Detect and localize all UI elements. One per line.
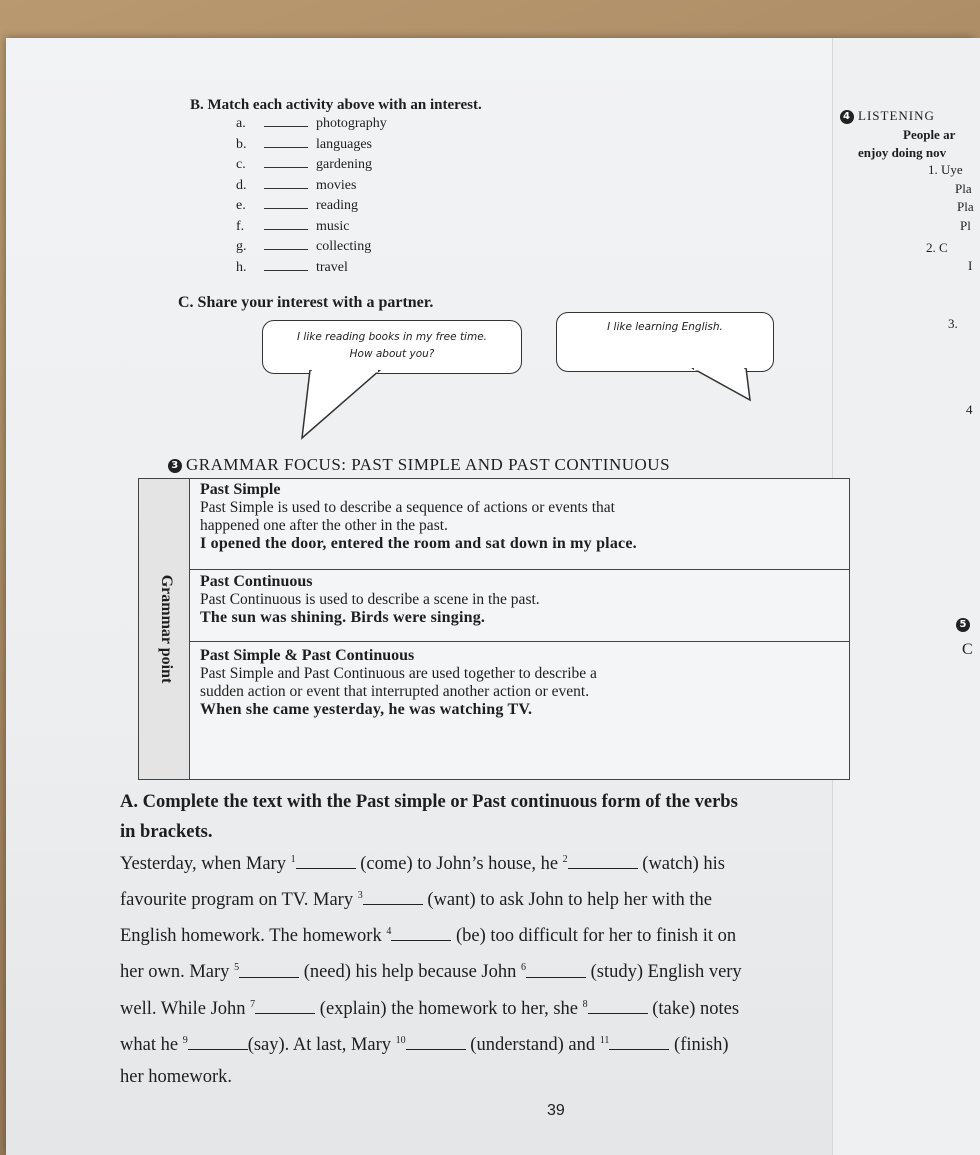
text-segment: well. While John: [120, 998, 246, 1019]
gap-number: 11: [599, 1034, 610, 1046]
right-line-1: People ar: [903, 127, 956, 142]
match-letter: f.: [236, 218, 245, 234]
text-segment: (finish): [674, 1034, 729, 1055]
match-letter: d.: [236, 177, 247, 193]
grammar-row-past-continuous: [190, 573, 849, 627]
right-section-5: [956, 616, 974, 632]
gap-number: 10: [395, 1034, 406, 1046]
past-continuous-example: The sun was shining. Birds were singing.: [200, 609, 486, 626]
section-b-title: B. Match each activity above with an interest.: [190, 97, 482, 113]
past-simple-heading: Past Simple: [200, 481, 281, 498]
gap-number: 2: [562, 854, 568, 865]
speech-bubble-left: [262, 320, 522, 374]
match-word: languages: [316, 136, 372, 152]
match-answer-blank[interactable]: [264, 207, 308, 209]
match-item: [236, 137, 372, 153]
match-answer-blank[interactable]: [264, 248, 308, 250]
bubble-left-line2: How about you?: [349, 348, 435, 360]
right-section-5-letter: C: [962, 641, 973, 658]
right-q1b: Pla: [957, 199, 974, 214]
right-q1a: Pla: [955, 181, 972, 196]
combined-heading: Past Simple & Past Continuous: [200, 647, 415, 664]
right-q2: 2. C: [926, 240, 948, 255]
right-q2a: I: [968, 258, 973, 273]
match-item: [236, 178, 356, 194]
match-word: movies: [316, 177, 357, 193]
past-simple-example: I opened the door, entered the room and sat down in my place.: [200, 535, 637, 552]
text-segment: (watch) his: [642, 854, 725, 875]
grammar-row-combined: [190, 647, 849, 719]
grammar-side-bar: [139, 479, 190, 779]
exercise-a-title-1: A. Complete the text with the Past simple or Past continuous form of the verbs: [120, 792, 738, 812]
text-segment: (need) his help because John: [303, 962, 517, 983]
answer-blank-7[interactable]: [255, 1012, 315, 1014]
answer-blank-4[interactable]: [391, 939, 451, 941]
combined-example: When she came yesterday, he was watching TV.: [200, 701, 533, 718]
right-line-2: enjoy doing nov: [858, 145, 947, 160]
answer-blank-10[interactable]: [406, 1048, 466, 1050]
grammar-number: 3: [168, 459, 182, 473]
match-answer-blank[interactable]: [264, 269, 308, 271]
bubble-right-tail: [690, 368, 760, 402]
grammar-side-label: Grammar point: [158, 574, 175, 684]
speech-bubble-right: [556, 312, 774, 372]
grammar-row-past-simple: [190, 481, 849, 553]
page-number: 39: [547, 1102, 565, 1119]
answer-blank-2[interactable]: [568, 867, 638, 869]
gap-number: 8: [582, 998, 588, 1010]
answer-blank-3[interactable]: [363, 903, 423, 905]
grammar-box: [138, 478, 850, 780]
text-segment: (be) too difficult for her to finish it on: [455, 926, 737, 947]
bubble-right-text: I like learning English.: [607, 321, 723, 333]
text-segment: (come) to John’s house, he: [360, 854, 559, 875]
gap-number: 7: [250, 998, 256, 1010]
text-segment: Yesterday, when Mary: [120, 854, 286, 875]
listening-heading: [840, 108, 935, 124]
gap-number: 1: [290, 854, 296, 865]
answer-blank-11[interactable]: [609, 1048, 669, 1050]
match-word: music: [316, 218, 350, 234]
match-letter: g.: [236, 239, 247, 254]
answer-blank-5[interactable]: [239, 976, 299, 978]
text-segment: English homework. The homework: [120, 926, 382, 947]
match-letter: c.: [236, 157, 246, 172]
bubble-left-line1: I like reading books in my free time.: [296, 331, 488, 343]
match-item: [236, 157, 372, 173]
bubble-left-tail: [300, 370, 390, 440]
match-item: [236, 116, 387, 132]
grammar-divider: [190, 569, 849, 570]
grammar-heading: [168, 455, 670, 475]
right-q3: 3.: [948, 316, 958, 331]
combined-line2: sudden action or event that interrupted another action or event.: [200, 683, 590, 700]
answer-blank-9[interactable]: [188, 1048, 248, 1050]
section-5-number: 5: [956, 618, 970, 632]
answer-blank-6[interactable]: [526, 976, 586, 978]
match-item: [236, 260, 348, 276]
text-segment: (explain) the homework to her, she: [319, 998, 578, 1019]
section-c-title: C. Share your interest with a partner.: [178, 294, 434, 311]
match-word: photography: [316, 116, 387, 131]
match-letter: e.: [236, 198, 246, 213]
match-answer-blank[interactable]: [264, 228, 308, 230]
match-item: [236, 239, 371, 255]
text-segment: her homework.: [120, 1066, 232, 1087]
match-answer-blank[interactable]: [264, 146, 308, 148]
right-q1c: Pl: [960, 218, 971, 233]
match-item: [236, 219, 349, 235]
past-continuous-heading: Past Continuous: [200, 573, 313, 590]
past-simple-line2: happened one after the other in the past.: [200, 517, 448, 534]
match-item: [236, 198, 358, 214]
listening-title: LISTENING: [858, 108, 935, 123]
right-q4: 4: [966, 402, 973, 417]
grammar-divider: [190, 641, 849, 642]
text-segment: (take) notes: [652, 998, 740, 1019]
match-word: travel: [316, 259, 348, 275]
match-answer-blank[interactable]: [264, 187, 308, 189]
match-word: collecting: [316, 239, 372, 254]
match-letter: h.: [236, 259, 247, 275]
match-word: gardening: [316, 157, 372, 172]
exercise-a-text: [120, 844, 950, 1093]
exercise-a: [120, 785, 950, 1093]
text-segment: favourite program on TV. Mary: [120, 890, 354, 911]
gap-number: 9: [182, 1034, 188, 1046]
text-segment: (study) English very: [590, 962, 742, 983]
match-answer-blank[interactable]: [264, 166, 308, 168]
grammar-title: GRAMMAR FOCUS: PAST SIMPLE AND PAST CONTINUOUS: [186, 455, 671, 474]
listening-number: 4: [840, 110, 854, 124]
combined-line1: Past Simple and Past Continuous are used together to describe a: [200, 665, 597, 682]
match-letter: b.: [236, 136, 247, 152]
answer-blank-8[interactable]: [588, 1012, 648, 1014]
gap-number: 3: [357, 890, 363, 902]
past-continuous-line1: Past Continuous is used to describe a scene in the past.: [200, 591, 540, 608]
exercise-a-title-2: in brackets.: [120, 822, 213, 842]
match-letter: a.: [236, 116, 246, 131]
text-segment: (want) to ask John to help her with the: [427, 890, 712, 911]
gap-number: 6: [521, 962, 526, 974]
match-answer-blank[interactable]: [264, 125, 308, 127]
past-simple-line1: Past Simple is used to describe a sequence of actions or events that: [200, 499, 615, 516]
text-segment: her own. Mary: [120, 962, 230, 983]
text-segment: (understand) and: [470, 1034, 596, 1055]
right-q1: 1. Uye: [928, 162, 963, 177]
match-word: reading: [316, 198, 358, 213]
text-segment: (say). At last, Mary: [247, 1034, 392, 1055]
answer-blank-1[interactable]: [296, 867, 356, 869]
gap-number: 4: [386, 926, 392, 938]
gap-number: 5: [234, 962, 240, 974]
text-segment: what he: [120, 1034, 179, 1055]
